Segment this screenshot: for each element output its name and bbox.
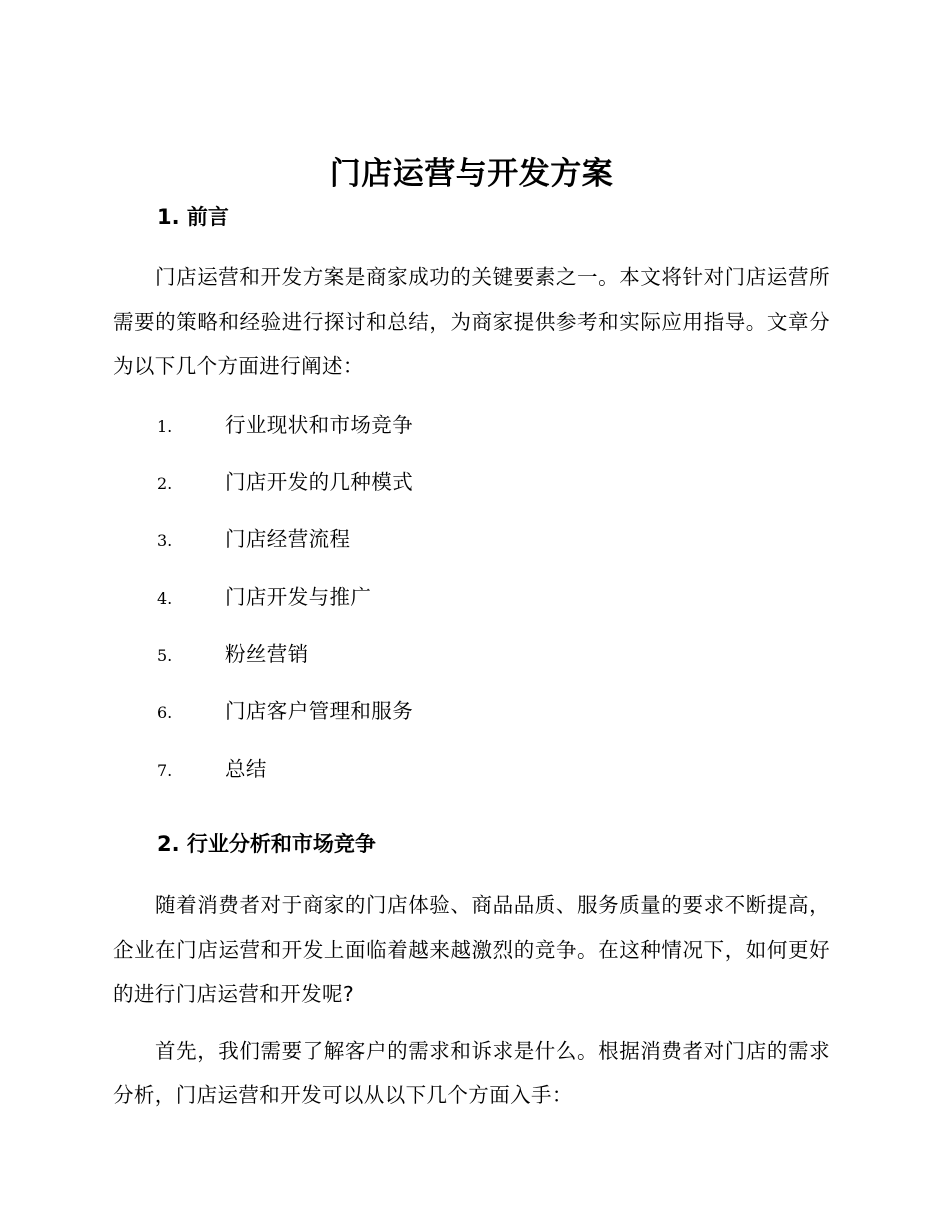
paragraph-preface-intro: 门店运营和开发方案是商家成功的关键要素之一。本文将针对门店运营所需要的策略和经验进行探讨和总结，为商家提供参考和实际应用指导。文章分为以下几个方面进行阐述： bbox=[113, 265, 830, 378]
paragraph-customer-needs: 首先，我们需要了解客户的需求和诉求是什么。根据消费者对门店的需求分析，门店运营和开发可以从以下几个方面入手： bbox=[113, 1038, 830, 1108]
list-item-number: 2. bbox=[157, 473, 173, 493]
list-item-text: 门店开发的几种模式 bbox=[225, 469, 414, 494]
list-item-text: 总结 bbox=[225, 756, 267, 781]
list-item bbox=[113, 524, 830, 581]
list-item-text: 门店经营流程 bbox=[225, 527, 351, 552]
list-item-number: 1. bbox=[157, 416, 173, 436]
list-item-number: 3. bbox=[157, 531, 173, 551]
paragraph-industry-competition: 随着消费者对于商家的门店体验、商品品质、服务质量的要求不断提高，企业在门店运营和开发上面临着越来越激烈的竞争。在这种情况下，如何更好的进行门店运营和开发呢? bbox=[113, 893, 830, 1007]
list-item-text: 粉丝营销 bbox=[225, 642, 309, 667]
section-heading-preface: 1. 前言 bbox=[157, 205, 229, 229]
list-item bbox=[113, 467, 830, 524]
list-item-number: 7. bbox=[157, 760, 173, 780]
outline-list bbox=[113, 410, 830, 812]
list-item-number: 5. bbox=[157, 646, 173, 666]
list-item-number: 4. bbox=[157, 588, 173, 608]
list-item bbox=[113, 582, 830, 639]
section-heading-industry-analysis: 2. 行业分析和市场竞争 bbox=[157, 832, 376, 857]
list-item bbox=[113, 639, 830, 696]
list-item-number: 6. bbox=[157, 703, 173, 723]
list-item-text: 行业现状和市场竞争 bbox=[225, 412, 414, 437]
list-item bbox=[113, 696, 830, 753]
list-item bbox=[113, 754, 830, 811]
list-item-text: 门店客户管理和服务 bbox=[225, 699, 414, 724]
list-item-text: 门店开发与推广 bbox=[225, 584, 372, 609]
document-title: 门店运营与开发方案 bbox=[329, 156, 614, 192]
list-item bbox=[113, 410, 830, 467]
